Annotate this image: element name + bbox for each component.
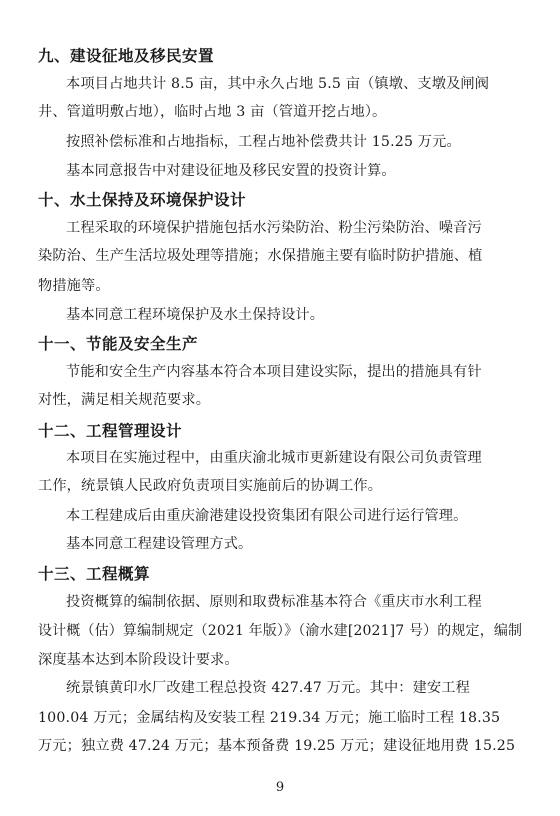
paragraph-line: 本工程建成后由重庆渝港建设投资集团有限公司进行运行管理。 [66, 508, 468, 524]
paragraph-line: 工作，统景镇人民政府负责项目实施前后的协调工作。 [38, 478, 383, 494]
paragraph-line: 基本同意工程建设管理方式。 [66, 536, 253, 552]
section-heading-10: 十、水土保持及环境保护设计 [38, 191, 247, 209]
section-heading-12: 十二、工程管理设计 [38, 422, 183, 440]
paragraph-line: 按照补偿标准和占地指标，工程占地补偿费共计 15.25 万元。 [66, 134, 461, 150]
paragraph-line: 深度基本达到本阶段设计要求。 [38, 652, 239, 668]
paragraph-line: 井、管道明敷占地），临时占地 3 亩（管道开挖占地）。 [38, 104, 387, 120]
paragraph-line: 投资概算的编制依据、原则和取费标准基本符合《重庆市水利工程 [66, 594, 482, 610]
page-number: 9 [275, 780, 285, 795]
paragraph-line: 物措施等。 [38, 278, 110, 294]
paragraph-line: 染防治、生产生活垃圾处理等措施；水保措施主要有临时防护措施、植 [38, 248, 483, 264]
paragraph-line: 基本同意工程环境保护及水土保持设计。 [66, 307, 325, 323]
paragraph-line: 本项目占地共计 8.5 亩，其中永久占地 5.5 亩（镇墩、支墩及闸阀 [66, 76, 490, 92]
paragraph-line: 100.04 万元；金属结构及安装工程 219.34 万元；施工临时工程 18.35 [38, 710, 501, 726]
section-heading-13: 十三、工程概算 [38, 565, 151, 583]
paragraph-line: 万元；独立费 47.24 万元；基本预备费 19.25 万元；建设征地用费 15.25 [38, 738, 516, 754]
paragraph-line: 工程采取的环境保护措施包括水污染防治、粉尘污染防治、噪音污 [66, 220, 482, 236]
paragraph-line: 本项目在实施过程中，由重庆渝北城市更新建设有限公司负责管理 [66, 450, 482, 466]
paragraph-line: 统景镇黄印水厂改建工程总投资 427.47 万元。其中：建安工程 [66, 680, 470, 696]
paragraph-line: 设计概（估）算编制规定（2021 年版）》（渝水建[2021]7 号）的规定，编制 [38, 623, 523, 639]
paragraph-line: 节能和安全生产内容基本符合本项目建设实际，提出的措施具有针 [66, 364, 482, 380]
section-heading-11: 十一、节能及安全生产 [38, 335, 199, 353]
paragraph-line: 基本同意报告中对建设征地及移民安置的投资计算。 [66, 163, 396, 179]
paragraph-line: 对性，满足相关规范要求。 [38, 392, 211, 408]
section-heading-9: 九、建设征地及移民安置 [38, 47, 215, 65]
